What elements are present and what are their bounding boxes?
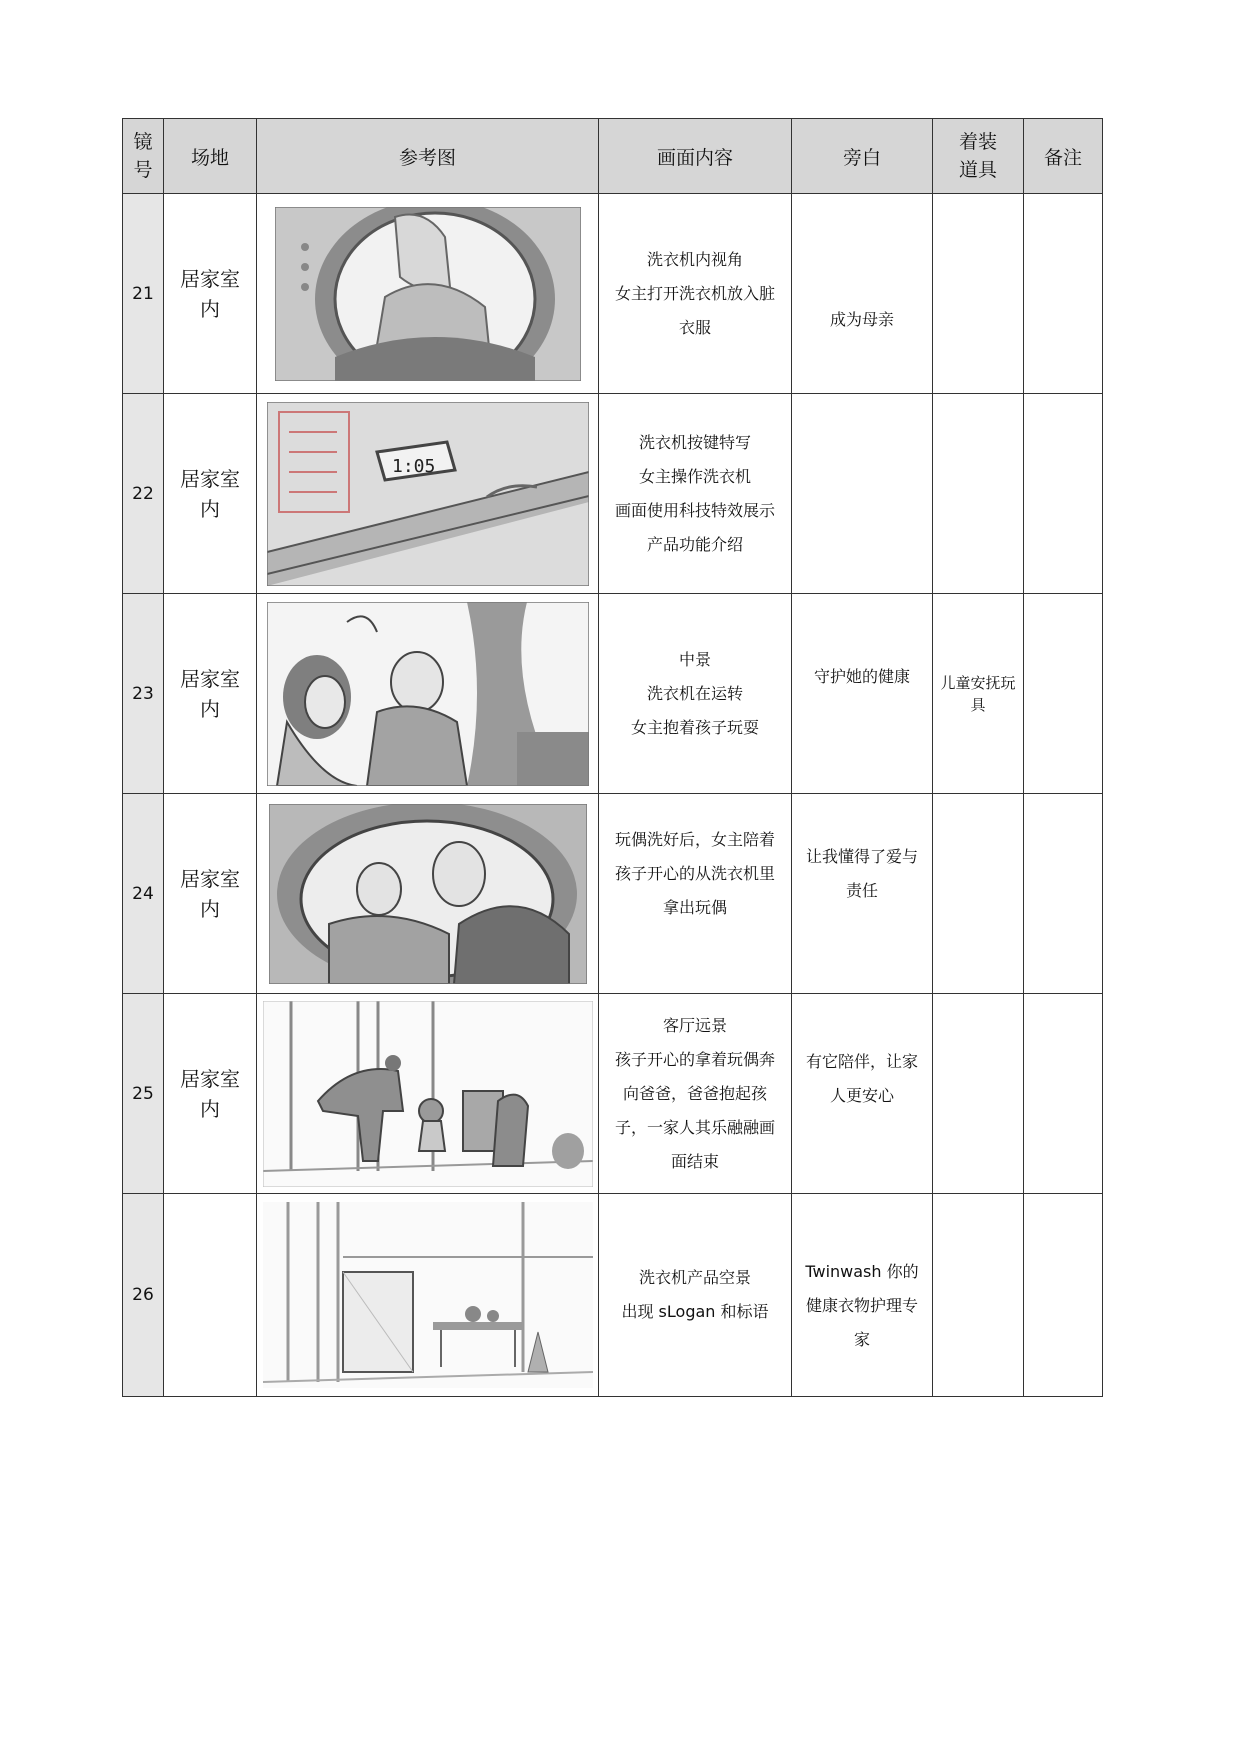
narration-cell	[792, 194, 933, 394]
notes-cell	[1024, 794, 1103, 994]
narration-line: 让我懂得了爱与	[805, 846, 918, 866]
reference-image-cell	[257, 794, 599, 994]
notes-cell	[1024, 394, 1103, 594]
scene-line: 衣服	[678, 317, 711, 337]
narration-line: 健康衣物护理专	[805, 1296, 918, 1315]
scene-line: 玩偶洗好后，女主陪着	[614, 829, 775, 849]
notes-cell	[1024, 594, 1103, 794]
costume-props-cell	[933, 994, 1024, 1194]
scene-line: 子，一家人其乐融融画	[614, 1117, 775, 1137]
narration-cell	[792, 1194, 933, 1397]
costume-props-cell	[933, 1194, 1024, 1397]
venue-label: 居家室内	[180, 466, 240, 521]
reference-image-cell	[257, 994, 599, 1194]
header-notes: 备注	[1024, 119, 1103, 194]
scene-content-cell	[599, 394, 792, 594]
narration-line: 责任	[845, 880, 878, 900]
header-venue: 场地	[164, 119, 257, 194]
shot-number: 25	[123, 994, 164, 1194]
narration-line: 家	[853, 1330, 870, 1349]
scene-line: 洗衣机按键特写	[638, 432, 751, 452]
reference-image-cell	[257, 1194, 599, 1397]
header-row	[123, 119, 1103, 194]
scene-content-cell	[599, 1194, 792, 1397]
narration-cell	[792, 794, 933, 994]
reference-image-cell	[257, 594, 599, 794]
venue-label: 居家室内	[180, 266, 240, 321]
venue-cell	[164, 594, 257, 794]
shot-number: 26	[123, 1194, 164, 1397]
costume-props-cell	[933, 394, 1024, 594]
scene-line: 洗衣机产品空景	[638, 1268, 751, 1287]
scene-content-cell	[599, 194, 792, 394]
venue-cell	[164, 794, 257, 994]
narration-line: Twinwash 你的	[805, 1262, 919, 1281]
scene-line: 产品功能介绍	[646, 534, 743, 554]
header-shot-number	[123, 119, 164, 194]
table-row	[123, 1194, 1103, 1397]
narration-line: 人更安心	[829, 1085, 894, 1105]
header-costume-props	[933, 119, 1024, 194]
notes-cell	[1024, 1194, 1103, 1397]
table-row	[123, 194, 1103, 394]
living-room-family-sketch-icon	[263, 1001, 593, 1187]
shot-number: 22	[123, 394, 164, 594]
reference-image-cell	[257, 394, 599, 594]
scene-line: 洗衣机在运转	[646, 683, 743, 703]
shot-number: 24	[123, 794, 164, 994]
reference-image-cell	[257, 194, 599, 394]
scene-line: 孩子开心的从洗衣机里	[614, 863, 775, 883]
scene-line: 出现 sLogan 和标语	[621, 1302, 769, 1321]
scene-line: 女主抱着孩子玩耍	[630, 717, 759, 737]
scene-line: 向爸爸，爸爸抱起孩	[622, 1083, 767, 1103]
scene-line: 洗衣机内视角	[646, 249, 743, 269]
svg-text:1:05: 1:05	[391, 455, 435, 477]
scene-line: 女主操作洗衣机	[638, 466, 751, 486]
costume-props-cell	[933, 794, 1024, 994]
costume-props-cell	[933, 594, 1024, 794]
narration-line: 有它陪伴，让家	[805, 1051, 918, 1071]
scene-line: 客厅远景	[662, 1015, 727, 1035]
product-empty-scene-sketch-icon	[263, 1202, 593, 1388]
table-row	[123, 594, 1103, 794]
narration-line: 成为母亲	[829, 309, 894, 329]
table-row	[123, 394, 1103, 594]
header-narration: 旁白	[792, 119, 933, 194]
venue-cell	[164, 194, 257, 394]
scene-line: 画面使用科技特效展示	[614, 500, 775, 520]
venue-cell	[164, 1194, 257, 1397]
washer-drum-view-sketch-icon	[275, 207, 581, 381]
scene-line: 面结束	[670, 1151, 719, 1171]
washer-inside-toys-sketch-icon	[269, 804, 587, 984]
costume-props-cell	[933, 194, 1024, 394]
venue-label: 居家室内	[180, 666, 240, 721]
narration-cell	[792, 994, 933, 1194]
venue-label: 居家室内	[180, 866, 240, 921]
shot-number: 23	[123, 594, 164, 794]
mother-child-play-sketch-icon	[267, 602, 589, 786]
notes-cell	[1024, 994, 1103, 1194]
shot-number: 21	[123, 194, 164, 394]
scene-line: 拿出玩偶	[662, 897, 727, 917]
venue-cell	[164, 994, 257, 1194]
scene-content-cell	[599, 994, 792, 1194]
scene-content-cell	[599, 594, 792, 794]
washer-panel-closeup-sketch-icon	[267, 402, 589, 586]
scene-content-cell	[599, 794, 792, 994]
narration-cell	[792, 594, 933, 794]
header-costume-props-label: 着装道具	[958, 131, 997, 181]
storyboard-table	[122, 118, 1103, 1397]
scene-line: 孩子开心的拿着玩偶奔	[614, 1049, 775, 1069]
table-row	[123, 994, 1103, 1194]
notes-cell	[1024, 194, 1103, 394]
header-scene-content: 画面内容	[599, 119, 792, 194]
venue-label: 居家室内	[180, 1066, 240, 1121]
narration-cell	[792, 394, 933, 594]
scene-line: 女主打开洗衣机放入脏	[614, 283, 775, 303]
scene-line: 中景	[678, 649, 711, 669]
table-row	[123, 794, 1103, 994]
header-reference: 参考图	[257, 119, 599, 194]
header-shot-number-label: 镜号	[133, 131, 153, 181]
narration-line: 守护她的健康	[813, 666, 910, 686]
costume-props-label: 儿童安抚玩具	[940, 673, 1016, 714]
venue-cell	[164, 394, 257, 594]
